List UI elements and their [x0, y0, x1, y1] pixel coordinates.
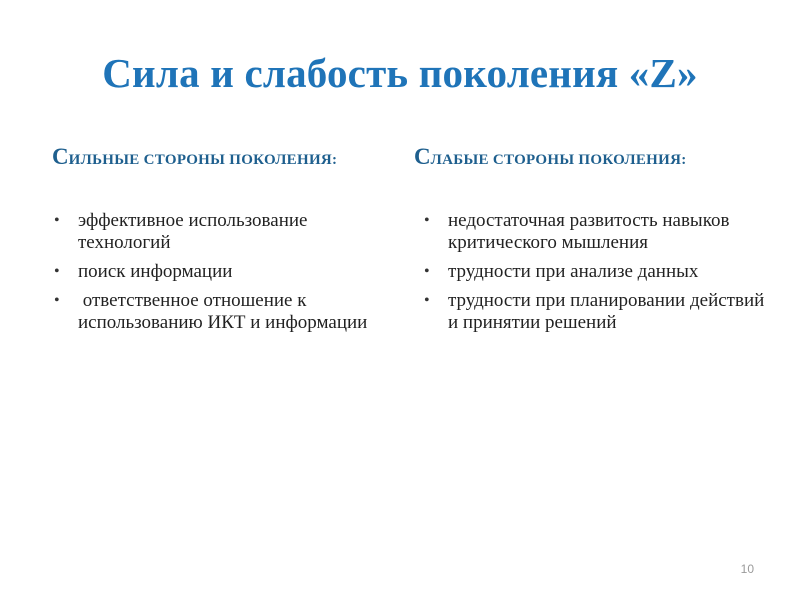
strength-item-text: поиск информации	[78, 261, 233, 282]
weaknesses-heading-cap: С	[414, 144, 431, 169]
list-item	[418, 210, 768, 254]
strengths-heading	[52, 144, 337, 173]
list-item	[418, 290, 768, 334]
weaknesses-heading	[414, 144, 687, 173]
weakness-item-text: трудности при планировании действий и принятии решений	[448, 290, 765, 333]
list-item	[418, 261, 768, 283]
list-item	[48, 290, 388, 334]
strength-item-text: эффективное использование технологий	[78, 210, 308, 253]
bullet-icon: •	[424, 263, 430, 280]
list-item	[48, 210, 388, 254]
weakness-item-text: трудности при анализе данных	[448, 261, 699, 282]
strength-item-text: ответственное отношение к использованию ИКТ и информации	[78, 290, 368, 333]
strengths-heading-rest: ИЛЬНЫЕ СТОРОНЫ ПОКОЛЕНИЯ:	[68, 152, 338, 168]
strengths-list	[48, 210, 388, 341]
bullet-icon: •	[54, 263, 60, 280]
weakness-item-text: недостаточная развитость навыков критического мышления	[448, 210, 730, 253]
bullet-icon: •	[54, 292, 60, 309]
weaknesses-list	[418, 210, 768, 341]
list-item	[48, 261, 388, 283]
bullet-icon: •	[424, 292, 430, 309]
bullet-icon: •	[54, 212, 60, 229]
weaknesses-heading-rest: ЛАБЫЕ СТОРОНЫ ПОКОЛЕНИЯ:	[430, 152, 687, 168]
strengths-heading-cap: С	[52, 144, 69, 169]
slide-title: Сила и слабость поколения «Z»	[102, 50, 698, 96]
bullet-icon: •	[424, 212, 430, 229]
page-number: 10	[740, 562, 754, 576]
